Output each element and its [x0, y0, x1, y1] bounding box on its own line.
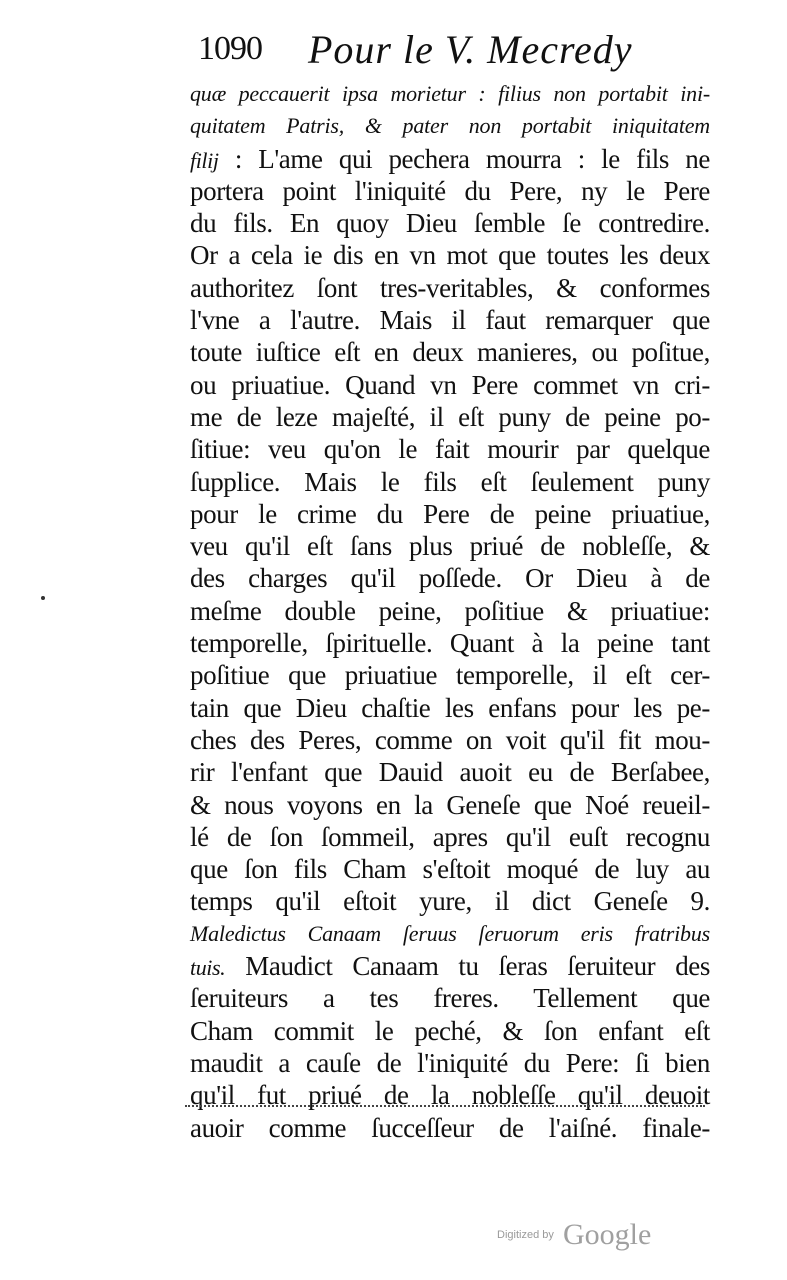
text-line: portera point l'iniquité du Pere, ny le Pere	[190, 175, 710, 206]
latin-word: filij	[190, 147, 219, 173]
line-text: : L'ame qui pechera mourra : le fils ne	[234, 143, 710, 174]
ink-speck	[41, 596, 45, 600]
text-line: poſitiue que priuatiue temporelle, il eſt cer-	[190, 660, 710, 691]
text-line: Cham commit le peché, & ſon enfant eſt	[190, 1015, 710, 1046]
running-title: Pour le V. Mecredy	[308, 27, 633, 72]
text-line: ſeruiteurs a tes freres. Tellement que	[190, 983, 710, 1014]
text-line: quæ peccauerit ipsa morietur : filius non portabit ini-	[190, 81, 710, 106]
text-line: qu'il fut priué de la nobleſſe qu'il deuoit	[190, 1080, 710, 1111]
text-line	[190, 143, 710, 175]
text-line: veu qu'il eſt ſans plus priué de nobleſſe, &	[190, 531, 710, 562]
text-line	[190, 950, 710, 982]
text-line: auoir comme ſucceſſeur de l'aiſné. finale-	[190, 1112, 710, 1143]
line-text: Maudict Canaam tu ſeras ſeruiteur des	[245, 951, 710, 982]
text-line: ſitiue: veu qu'on le fait mourir par quelque	[190, 434, 710, 465]
text-line: rir l'enfant que Dauid auoit eu de Berſabee,	[190, 757, 710, 788]
text-line: l'vne a l'autre. Mais il faut remarquer que	[190, 305, 710, 336]
text-line: temps qu'il eſtoit yure, il dict Geneſe 9.	[190, 886, 710, 917]
body-text	[190, 78, 710, 1144]
text-line: temporelle, ſpirituelle. Quant à la peine tant	[190, 628, 710, 659]
bottom-rule	[185, 1105, 705, 1110]
google-logo: Google	[562, 1218, 652, 1251]
text-line: quitatem Patris, & pater non portabit iniquitatem	[190, 113, 710, 139]
latin-word: tuis.	[190, 955, 226, 981]
text-line: Or a cela ie dis en vn mot que toutes les deux	[190, 240, 710, 271]
text-line: me de leze majeſté, il eſt puny de peine po-	[190, 401, 710, 432]
text-line: meſme double peine, poſitiue & priuatiue:	[190, 595, 710, 626]
text-line: ches des Peres, comme on voit qu'il fit mou-	[190, 724, 710, 755]
text-line: toute iuſtice eſt en deux manieres, ou poſitue,	[190, 337, 710, 368]
text-line: pour le crime du Pere de peine priuatiue,	[190, 498, 710, 529]
text-line: que ſon fils Cham s'eſtoit moqué de luy au	[190, 854, 710, 885]
text-line: Maledictus Canaam ſeruus ſeruorum eris fratribus	[190, 920, 710, 946]
text-line: & nous voyons en la Geneſe que Noé reueil-	[190, 789, 710, 820]
text-line: tain que Dieu chaſtie les enfans pour les pe-	[190, 692, 710, 723]
digitized-watermark	[497, 1218, 651, 1252]
text-line: ſupplice. Mais le fils eſt ſeulement puny	[190, 466, 710, 497]
text-line: du fils. En quoy Dieu ſemble ſe contredire.	[190, 208, 710, 239]
text-line: des charges qu'il poſſede. Or Dieu à de	[190, 563, 710, 594]
text-line: lé de ſon ſommeil, apres qu'il euſt recognu	[190, 821, 710, 852]
text-line: maudit a cauſe de l'iniquité du Pere: ſi bien	[190, 1047, 710, 1078]
watermark-caption: Digitized by	[497, 1229, 554, 1241]
text-line: authoritez ſont tres-veritables, & conformes	[190, 272, 710, 303]
running-head	[196, 22, 716, 70]
page-number: 1090	[198, 30, 262, 67]
text-line: ou priuatiue. Quand vn Pere commet vn cri-	[190, 369, 710, 400]
